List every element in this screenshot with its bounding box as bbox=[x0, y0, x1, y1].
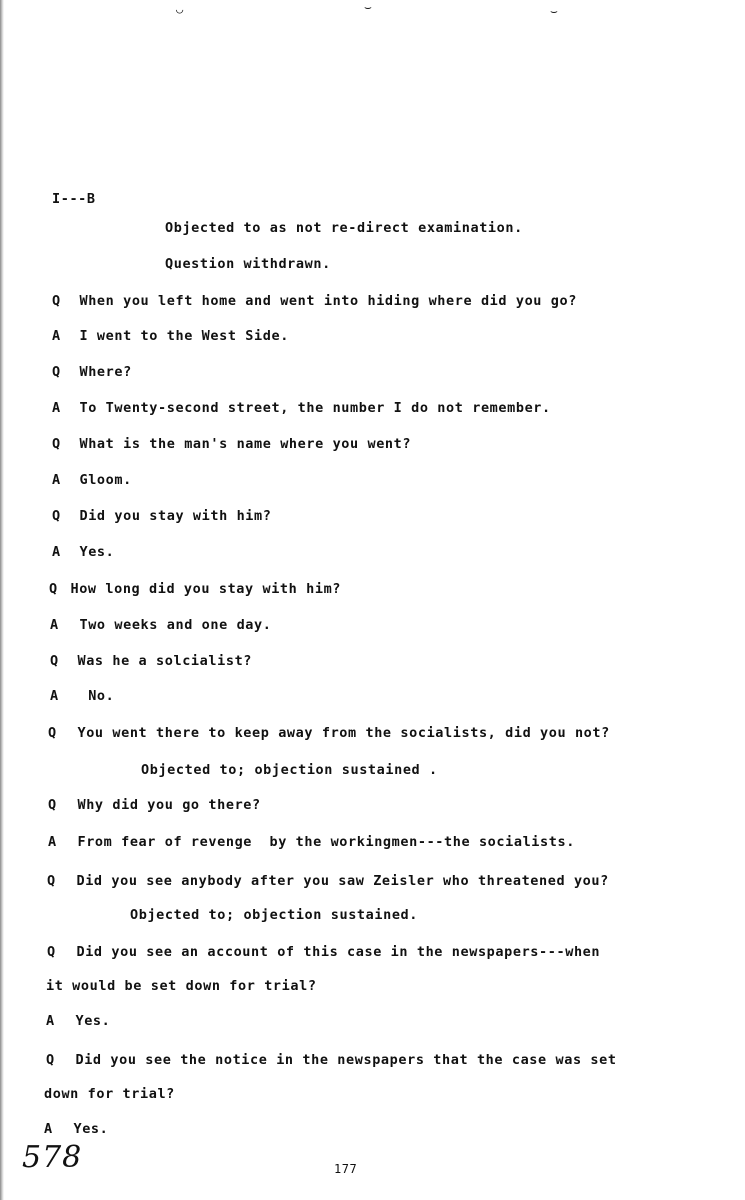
line-question: Q How long did you stay with him? bbox=[49, 581, 342, 597]
line-objection: Objected to; objection sustained . bbox=[141, 762, 438, 778]
line-answer: A To Twenty-second street, the number I do not remember. bbox=[52, 400, 551, 416]
line-question: Q Did you see an account of this case in the newspapers---when bbox=[47, 944, 601, 960]
page-edge-shadow bbox=[0, 0, 4, 1200]
a-marker: A bbox=[48, 834, 57, 850]
handwritten-page-number: 578 bbox=[22, 1140, 83, 1175]
a-marker: A bbox=[50, 617, 59, 633]
q-marker: Q bbox=[48, 725, 57, 741]
a-marker: A bbox=[52, 544, 61, 560]
page-number: 177 bbox=[334, 1162, 358, 1176]
q-marker: Q bbox=[47, 944, 56, 960]
q-marker: Q bbox=[48, 797, 57, 813]
line-answer: A No. bbox=[50, 688, 115, 704]
line-objection: Objected to as not re-direct examination. bbox=[165, 220, 523, 236]
a-marker: A bbox=[52, 328, 61, 344]
scan-speck: ⌣ bbox=[364, 0, 372, 14]
line-objection: Objected to; objection sustained. bbox=[130, 907, 419, 923]
q-marker: Q bbox=[52, 364, 61, 380]
q-marker: Q bbox=[46, 1052, 55, 1068]
a-marker: A bbox=[44, 1121, 53, 1137]
a-marker: A bbox=[52, 400, 61, 416]
a-marker: A bbox=[46, 1013, 55, 1029]
line-question: Q Why did you go there? bbox=[48, 797, 261, 813]
a-marker: A bbox=[52, 472, 61, 488]
scan-speck: ⌣ bbox=[550, 4, 558, 18]
line-answer: A Yes. bbox=[46, 1013, 111, 1029]
line-answer: A Yes. bbox=[44, 1121, 109, 1137]
q-marker: Q bbox=[49, 581, 58, 597]
line-answer: A Yes. bbox=[52, 544, 115, 560]
line-question: Q Did you see the notice in the newspapers that the case was set bbox=[46, 1052, 617, 1068]
line-question: Q You went there to keep away from the socialists, did you not? bbox=[48, 725, 610, 741]
line-answer: A Gloom. bbox=[52, 472, 132, 488]
line-continuation: down for trial? bbox=[44, 1086, 175, 1102]
line-question: Q Was he a solcialist? bbox=[50, 653, 253, 669]
line-question: Q What is the man's name where you went? bbox=[52, 436, 412, 452]
line-question: Q Did you see anybody after you saw Zeisler who threatened you? bbox=[47, 873, 609, 889]
line-withdrawn: Question withdrawn. bbox=[165, 256, 331, 272]
q-marker: Q bbox=[50, 653, 59, 669]
q-marker: Q bbox=[52, 293, 61, 309]
scan-speck: ◡ bbox=[176, 2, 184, 16]
line-answer: A I went to the West Side. bbox=[52, 328, 289, 344]
line-question: Q When you left home and went into hiding where did you go? bbox=[52, 293, 577, 309]
section-label: I---B bbox=[52, 191, 96, 207]
q-marker: Q bbox=[47, 873, 56, 889]
a-marker: A bbox=[50, 688, 59, 704]
line-continuation: it would be set down for trial? bbox=[46, 978, 317, 994]
line-answer: A Two weeks and one day. bbox=[50, 617, 272, 633]
line-question: Q Where? bbox=[52, 364, 132, 380]
q-marker: Q bbox=[52, 436, 61, 452]
line-answer: A From fear of revenge by the workingmen---the socialists. bbox=[48, 834, 575, 850]
line-question: Q Did you stay with him? bbox=[52, 508, 272, 524]
q-marker: Q bbox=[52, 508, 61, 524]
